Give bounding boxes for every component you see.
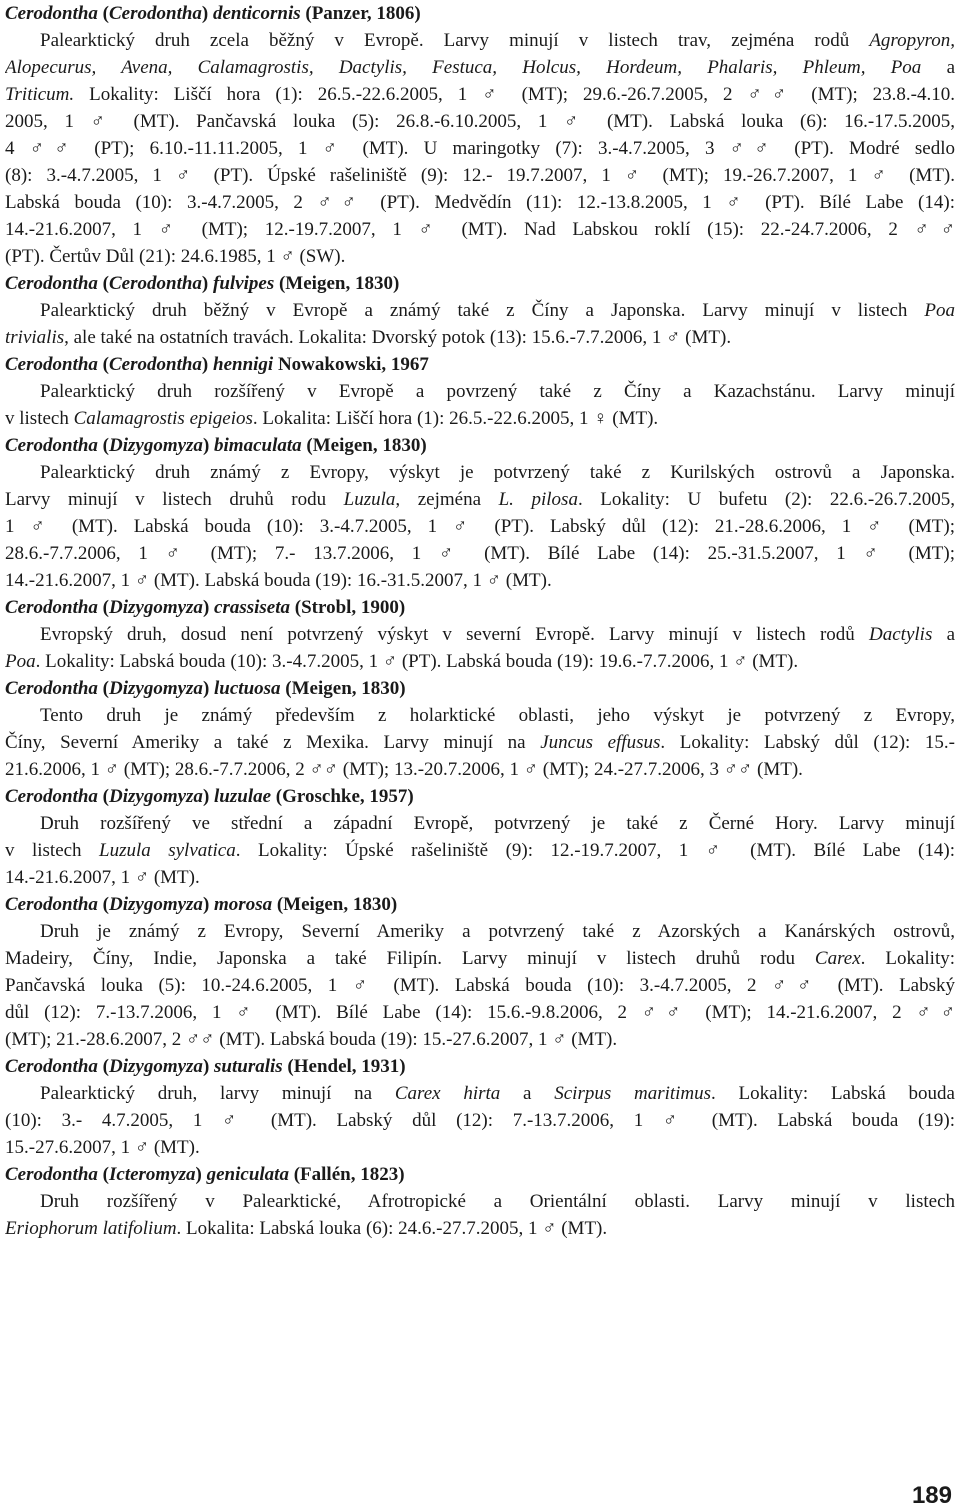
text-line	[5, 918, 955, 945]
italic-text: crassiseta	[214, 597, 291, 618]
text-run: )	[201, 3, 213, 24]
italic-text: Scirpus maritimus	[554, 1083, 712, 1104]
italic-text: Cerodontha	[5, 3, 98, 24]
species-heading	[5, 351, 955, 378]
text-run: )	[195, 1164, 207, 1185]
species-entry	[5, 891, 955, 1053]
species-description	[5, 27, 955, 270]
text-line	[5, 189, 955, 216]
species-entry	[5, 432, 955, 594]
species-heading	[5, 432, 955, 459]
text-run: . Lokality: U bufetu (2): 22.6.-26.7.2005,	[577, 489, 955, 510]
text-run: (Groschke, 1957)	[271, 786, 414, 807]
text-run: . Lokality:	[860, 948, 955, 969]
italic-text: Luzula sylvatica	[99, 840, 236, 861]
italic-text: Cerodontha	[109, 273, 202, 294]
text-line	[5, 729, 955, 756]
italic-text: Dizygomyza	[109, 786, 203, 807]
species-entry	[5, 1161, 955, 1242]
italic-text: Dizygomyza	[109, 597, 203, 618]
italic-text: Dizygomyza	[109, 1056, 203, 1077]
text-line	[5, 864, 955, 891]
italic-text: Alopecurus, Avena, Calamagrostis, Dactylis, Festuca, Holcus, Hordeum, Phalaris, Phleum, Poa	[5, 57, 922, 78]
text-run: (	[97, 3, 109, 24]
species-heading	[5, 0, 955, 27]
text-run: 4 ♂♂ (PT); 6.10.-11.11.2005, 1 ♂ (MT). U maringotky (7): 3.-4.7.2005, 3 ♂♂ (PT). Modré sedlo	[5, 138, 955, 159]
text-line	[5, 135, 955, 162]
species-heading	[5, 783, 955, 810]
text-line	[5, 54, 955, 81]
italic-text: Triticum.	[5, 84, 75, 105]
text-run: (Hendel, 1931)	[282, 1056, 406, 1077]
italic-text: Dactylis	[869, 624, 933, 645]
text-line	[5, 702, 955, 729]
italic-text: Cerodontha	[109, 354, 202, 375]
text-run: (Meigen, 1830)	[280, 678, 406, 699]
italic-text: fulvipes	[213, 273, 275, 294]
text-run: . Lokality: Úpské rašeliniště (9): 12.-19.7.2007, 1 ♂ (MT). Bílé Labe (14):	[235, 840, 955, 861]
text-run: )	[202, 894, 215, 915]
text-run: (Meigen, 1830)	[274, 273, 400, 294]
italic-text: luctuosa	[214, 678, 281, 699]
text-line	[5, 1026, 955, 1053]
species-description	[5, 810, 955, 891]
text-run: (	[97, 1056, 109, 1077]
italic-text: Calamagrostis epigeios	[73, 408, 253, 429]
text-run: Evropský druh, dosud není potvrzený výskyt v severní Evropě. Larvy minují v listech rodů	[40, 624, 870, 645]
text-line	[5, 108, 955, 135]
text-run: (	[97, 1164, 109, 1185]
text-run: a	[932, 624, 955, 645]
italic-text: geniculata	[206, 1164, 289, 1185]
text-run: (Meigen, 1830)	[301, 435, 427, 456]
text-run: . Lokality: Labská bouda (10): 3.-4.7.2005, 1 ♂ (PT). Labská bouda (19): 19.6.-7.7.2006, 1 ♂ (MT).	[35, 651, 799, 672]
italic-text: bimaculata	[214, 435, 302, 456]
text-run: )	[202, 1056, 215, 1077]
text-run: )	[202, 597, 215, 618]
species-heading	[5, 891, 955, 918]
text-run: (Meigen, 1830)	[272, 894, 398, 915]
italic-text: Cerodontha	[5, 1164, 98, 1185]
text-run: 14.-21.6.2007, 1 ♂ (MT).	[5, 867, 200, 888]
italic-text: Cerodontha	[5, 354, 98, 375]
text-run: (PT). Čertův Důl (21): 24.6.1985, 1 ♂ (SW).	[5, 246, 346, 267]
text-run: )	[201, 273, 213, 294]
species-description	[5, 459, 955, 594]
text-run: v listech	[5, 408, 74, 429]
text-run: , ale také na ostatních travách. Lokalita: Dvorský potok (13): 15.6.-7.7.2006, 1 ♂ (MT).	[64, 327, 732, 348]
text-run: a	[921, 57, 955, 78]
text-line	[5, 513, 955, 540]
text-run: (Fallén, 1823)	[288, 1164, 405, 1185]
text-run: Druh rozšířený ve střední a západní Evropě, potvrzený je také z Černé Hory. Larvy minují	[40, 813, 955, 834]
text-line	[5, 1188, 955, 1215]
text-run: Nowakowski, 1967	[273, 354, 429, 375]
species-entry	[5, 351, 955, 432]
text-run: (MT); 21.-28.6.2007, 2 ♂♂ (MT). Labská bouda (19): 15.-27.6.2007, 1 ♂ (MT).	[5, 1029, 618, 1050]
italic-text: Dizygomyza	[109, 894, 203, 915]
text-line	[5, 1134, 955, 1161]
text-line	[5, 1080, 955, 1107]
text-line	[5, 621, 955, 648]
text-line	[5, 27, 955, 54]
text-run: (8): 3.-4.7.2005, 1 ♂ (PT). Úpské rašeliniště (9): 12.- 19.7.2007, 1 ♂ (MT); 19.-26.7.2007, 1 ♂ (MT).	[5, 165, 955, 186]
text-run: Palearktický druh rozšířený v Evropě a povrzený také z Číny a Kazachstánu. Larvy minují	[40, 381, 955, 402]
text-line	[5, 540, 955, 567]
text-run: (	[97, 894, 109, 915]
italic-text: Cerodontha	[5, 1056, 98, 1077]
text-run: (	[97, 435, 109, 456]
text-run: (	[97, 597, 109, 618]
text-run: Lokality: Liščí hora (1): 26.5.-22.6.2005, 1 ♂ (MT); 29.6.-26.7.2005, 2 ♂♂ (MT); 23.8.-4.10.	[74, 84, 955, 105]
italic-text: Carex hirta	[394, 1083, 501, 1104]
italic-text: Cerodontha	[5, 273, 98, 294]
italic-text: trivialis	[5, 327, 65, 348]
text-run: (Strobl, 1900)	[290, 597, 406, 618]
text-line	[5, 1215, 955, 1242]
species-description	[5, 1188, 955, 1242]
text-run: Druh rozšířený v Palearktické, Afrotropické a Orientální oblasti. Larvy minují v listech	[40, 1191, 955, 1212]
text-line	[5, 162, 955, 189]
species-heading	[5, 270, 955, 297]
text-run: (	[97, 678, 109, 699]
species-entry	[5, 783, 955, 891]
italic-text: suturalis	[214, 1056, 283, 1077]
text-run: )	[202, 786, 215, 807]
text-run: . Lokality: Labský důl (12): 15.-	[660, 732, 955, 753]
text-line	[5, 1107, 955, 1134]
italic-text: Cerodontha	[5, 786, 98, 807]
text-run: důl (12): 7.-13.7.2006, 1 ♂ (MT). Bílé Labe (14): 15.6.-9.8.2006, 2 ♂♂ (MT); 14.-21.6.2007, 2 ♂♂	[5, 1002, 955, 1023]
species-description	[5, 918, 955, 1053]
text-run: . Lokalita: Labská louka (6): 24.6.-27.7.2005, 1 ♂ (MT).	[176, 1218, 608, 1239]
text-run: Palearktický druh, larvy minují na	[40, 1083, 395, 1104]
italic-text: Eriophorum latifolium	[5, 1218, 177, 1239]
text-line	[5, 945, 955, 972]
text-line	[5, 810, 955, 837]
italic-text: morosa	[214, 894, 273, 915]
text-run: (10): 3.- 4.7.2005, 1 ♂ (MT). Labský důl (12): 7.-13.7.2006, 1 ♂ (MT). Labská bouda (19):	[5, 1110, 955, 1131]
text-run: 2005, 1 ♂ (MT). Pančavská louka (5): 26.8.-6.10.2005, 1 ♂ (MT). Labská louka (6): 16.-17.5.2005,	[5, 111, 955, 132]
text-run: a	[500, 1083, 555, 1104]
text-line	[5, 243, 955, 270]
text-line	[5, 567, 955, 594]
text-line	[5, 405, 955, 432]
page-number: 189	[911, 1482, 952, 1509]
text-run: . Lokalita: Liščí hora (1): 26.5.-22.6.2005, 1 ♀ (MT).	[252, 408, 659, 429]
species-description	[5, 378, 955, 432]
text-run: Druh je známý z Evropy, Severní Ameriky a potvrzený také z Azorských a Kanárských ostrovů,	[40, 921, 955, 942]
text-run: Labská bouda (10): 3.-4.7.2005, 2 ♂♂ (PT). Medvědín (11): 12.-13.8.2005, 1 ♂ (PT). Bílé Labe (14):	[5, 192, 955, 213]
text-run: , zejména	[395, 489, 499, 510]
text-run: 14.-21.6.2007, 1 ♂ (MT). Labská bouda (19): 16.-31.5.2007, 1 ♂ (MT).	[5, 570, 552, 591]
document-body	[5, 0, 955, 1242]
text-run: )	[201, 354, 213, 375]
italic-text: Cerodontha	[5, 678, 98, 699]
italic-text: Poa	[924, 300, 955, 321]
italic-text: Agropyron,	[869, 30, 955, 51]
species-entry	[5, 1053, 955, 1161]
species-entry	[5, 594, 955, 675]
species-description	[5, 297, 955, 351]
italic-text: Poa	[5, 651, 36, 672]
italic-text: Cerodontha	[5, 597, 98, 618]
text-line	[5, 216, 955, 243]
text-line	[5, 324, 955, 351]
text-run: )	[202, 435, 215, 456]
text-line	[5, 81, 955, 108]
text-line	[5, 378, 955, 405]
italic-text: Cerodontha	[5, 894, 98, 915]
text-line	[5, 972, 955, 999]
text-line	[5, 486, 955, 513]
italic-text: Cerodontha	[109, 3, 202, 24]
species-heading	[5, 594, 955, 621]
text-run: (	[97, 354, 109, 375]
text-line	[5, 756, 955, 783]
text-run: Larvy minují v listech druhů rodu	[5, 489, 344, 510]
text-run: )	[202, 678, 215, 699]
text-line	[5, 999, 955, 1026]
text-run: 1 ♂ (MT). Labská bouda (10): 3.-4.7.2005, 1 ♂ (PT). Labský důl (12): 21.-28.6.2006, 1 ♂ (MT);	[5, 516, 955, 537]
text-run: (	[97, 273, 109, 294]
italic-text: Luzula	[343, 489, 396, 510]
species-heading	[5, 1161, 955, 1188]
italic-text: Dizygomyza	[109, 435, 203, 456]
text-line	[5, 648, 955, 675]
text-run: 15.-27.6.2007, 1 ♂ (MT).	[5, 1137, 200, 1158]
species-entry	[5, 0, 955, 270]
species-description	[5, 702, 955, 783]
italic-text: Juncus effusus	[540, 732, 661, 753]
text-run: 14.-21.6.2007, 1 ♂ (MT); 12.-19.7.2007, 1 ♂ (MT). Nad Labskou roklí (15): 22.-24.7.2006, 2 ♂♂	[5, 219, 955, 240]
species-entry	[5, 270, 955, 351]
species-entry	[5, 675, 955, 783]
text-run: Pančavská louka (5): 10.-24.6.2005, 1 ♂ (MT). Labská bouda (10): 3.-4.7.2005, 2 ♂♂ (MT). Labský	[5, 975, 955, 996]
text-run: Tento druh je známý především z holarktické oblasti, jeho výskyt je potvrzený z Evropy,	[40, 705, 955, 726]
text-run: Madeiry, Číny, Indie, Japonska a také Filipín. Larvy minují v listech druhů rodu	[5, 948, 815, 969]
italic-text: Carex	[814, 948, 861, 969]
italic-text: hennigi	[213, 354, 274, 375]
text-line	[5, 459, 955, 486]
text-run: Číny, Severní Ameriky a také z Mexika. Larvy minují na	[5, 732, 541, 753]
text-run: (Panzer, 1806)	[300, 3, 421, 24]
text-run: Palearktický druh zcela běžný v Evropě. Larvy minují v listech trav, zejména rodů	[40, 30, 870, 51]
species-description	[5, 1080, 955, 1161]
italic-text: Dizygomyza	[109, 678, 203, 699]
species-heading	[5, 675, 955, 702]
text-run: v listech	[5, 840, 100, 861]
text-line	[5, 837, 955, 864]
italic-text: Icteromyza	[109, 1164, 196, 1185]
italic-text: denticornis	[213, 3, 301, 24]
species-heading	[5, 1053, 955, 1080]
text-line	[5, 297, 955, 324]
text-run: 21.6.2006, 1 ♂ (MT); 28.6.-7.7.2006, 2 ♂♂ (MT); 13.-20.7.2006, 1 ♂ (MT); 24.-27.7.2006, 3 ♂♂ (MT).	[5, 759, 803, 780]
italic-text: L. pilosa	[498, 489, 578, 510]
italic-text: luzulae	[214, 786, 272, 807]
text-run: Palearktický druh známý z Evropy, výskyt je potvrzený také z Kurilských ostrovů a Japonska.	[40, 462, 955, 483]
italic-text: Cerodontha	[5, 435, 98, 456]
species-description	[5, 621, 955, 675]
text-run: 28.6.-7.7.2006, 1 ♂ (MT); 7.- 13.7.2006, 1 ♂ (MT). Bílé Labe (14): 25.-31.5.2007, 1 ♂ (MT);	[5, 543, 955, 564]
text-run: . Lokality: Labská bouda	[711, 1083, 955, 1104]
text-run: (	[97, 786, 109, 807]
text-run: Palearktický druh běžný v Evropě a známý také z Číny a Japonska. Larvy minují v listech	[40, 300, 925, 321]
